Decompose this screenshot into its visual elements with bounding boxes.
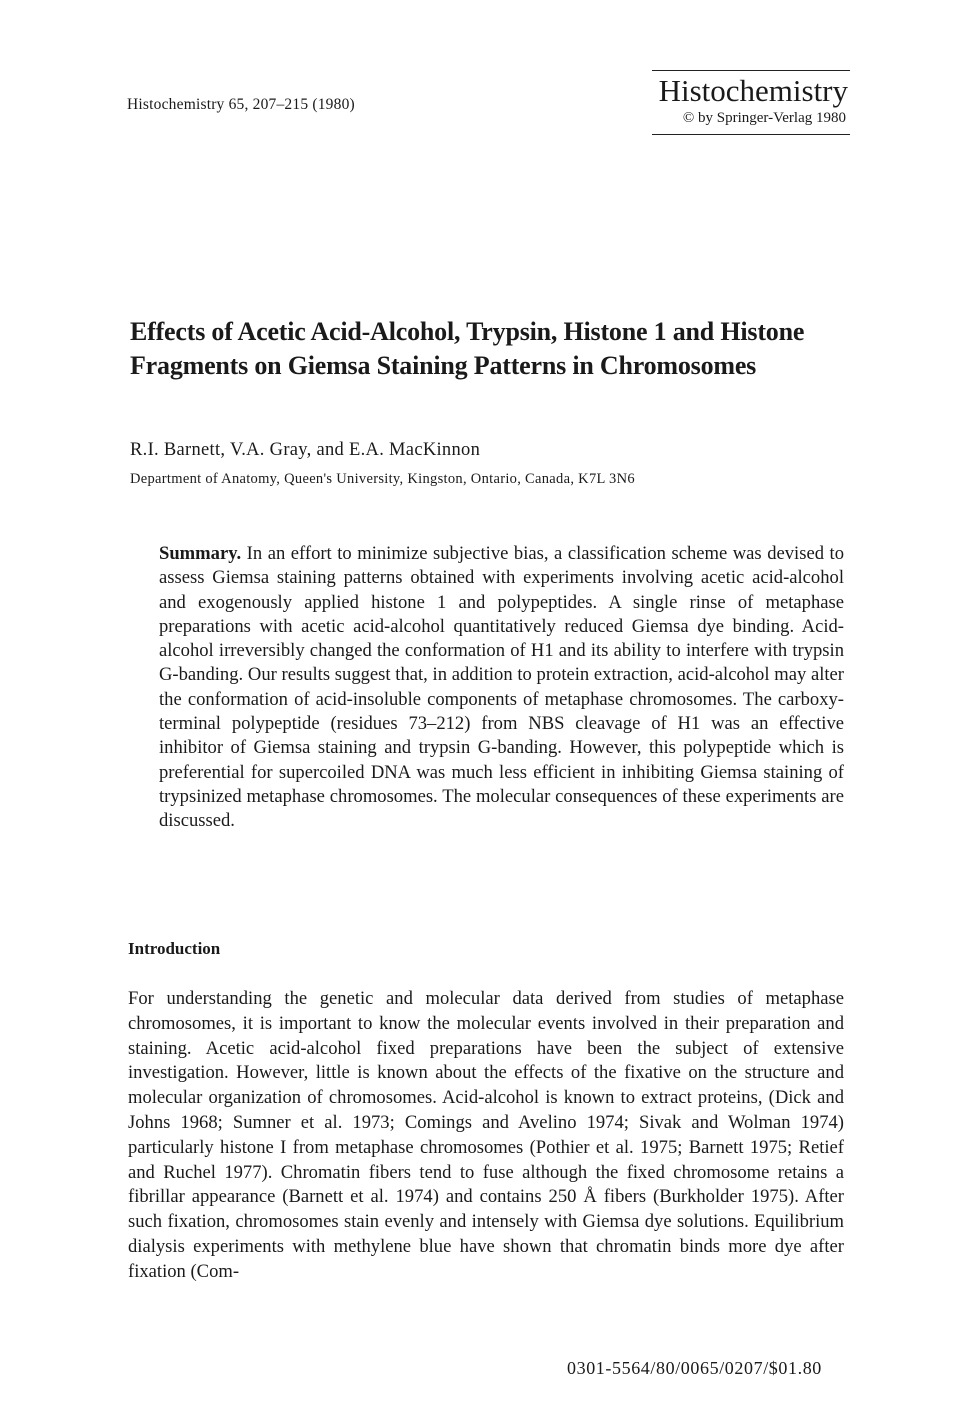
introduction-paragraph: For understanding the genetic and molecular data derived from studies of metaphase chromosomes, it is important to know the molecular events involved in their preparation and staining. Acetic acid-alcohol fixed preparations have been the subject of extensive investigation. However, little is known about the effects of the fixative on the structure and molecular organization of chromosomes. Acid-alcohol is known to extract proteins, (Dick and Johns 1968; Sumner et al. 1973; Comings and Avelino 1974; Sivak and Wolman 1974) particularly histone I from metaphase chromosomes (Pothier et al. 1975; Barnett 1975; Retief and Ruchel 1977). Chromatin fibers tend to fuse although the fixed chromosome retains a fibrillar appearance (Barnett et al. 1974) and contains 250 Å fibers (Burkholder 1975). After such fixation, chromosomes stain evenly and intensely with Giemsa dye solutions. Equilibrium dialysis experiments with methylene blue have shown that chromatin binds more dye after fixation (Com- xyxy=(128,988,844,1282)
journal-citation: Histochemistry 65, 207–215 (1980) xyxy=(127,96,355,113)
author-list: R.I. Barnett, V.A. Gray, and E.A. MacKinnon xyxy=(130,440,481,460)
masthead-top-rule xyxy=(652,70,850,71)
article-code: 0301-5564/80/0065/0207/$01.80 xyxy=(567,1358,822,1378)
journal-name: Histochemistry xyxy=(658,73,848,108)
abstract-text: In an effort to minimize subjective bias, a classification scheme was devised to assess Giemsa staining patterns obtained with experiments involving acetic acid-alcohol and exogenously applied histone 1 and polypeptides. A single rinse of metaphase preparations with acetic acid-alcohol quantitatively reduced Giemsa dye binding. Acid-alcohol irreversibly changed the conformation of H1 and its ability to interfere with trypsin G-banding. Our results suggest that, in addition to protein extraction, acid-alcohol may alter the conformation of acid-insoluble components of metaphase chromosomes. The carboxy-terminal polypeptide (residues 73–212) from NBS cleavage of H1 was an effective inhibitor of Giemsa staining and trypsin G-banding. However, this polypeptide which is preferential for supercoiled DNA was much less efficient in inhibiting Giemsa staining of trypsinized metaphase chromosomes. The molecular consequences of these experiments are discussed. xyxy=(159,543,844,832)
section-heading-introduction: Introduction xyxy=(128,939,221,958)
abstract-label: Summary. xyxy=(159,543,242,564)
journal-masthead xyxy=(652,70,850,135)
masthead-bottom-rule xyxy=(652,134,850,135)
author-affiliation: Department of Anatomy, Queen's University, Kingston, Ontario, Canada, K7L 3N6 xyxy=(130,471,635,487)
copyright-notice: © by Springer-Verlag 1980 xyxy=(682,110,846,126)
article-title: Effects of Acetic Acid-Alcohol, Trypsin, Histone 1 and Histone Fragments on Giemsa Staining Patterns in Chromosomes xyxy=(130,317,805,380)
abstract xyxy=(159,542,844,834)
